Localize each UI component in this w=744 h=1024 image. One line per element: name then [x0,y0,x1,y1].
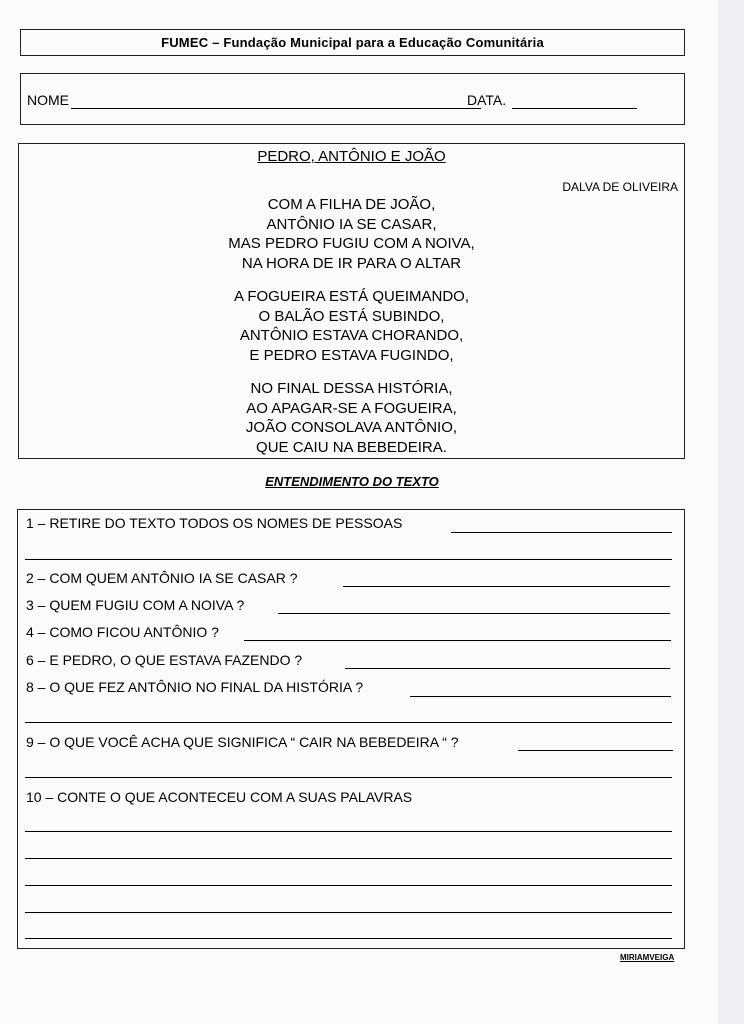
name-date-box [20,73,685,125]
questions-box [17,509,685,949]
answer-line[interactable] [25,831,672,832]
date-field-line[interactable] [512,108,637,109]
poem-line: A FOGUEIRA ESTÁ QUEIMANDO, [233,288,470,305]
poem-line: E PEDRO ESTAVA FUGINDO, [249,346,454,364]
poem-author: DALVA DE OLIVEIRA [562,180,678,194]
poem-line: ANTÔNIO IA SE CASAR, [266,215,437,233]
answer-line[interactable] [518,750,673,751]
answer-line[interactable] [25,858,672,859]
question-10: 10 – CONTE O QUE ACONTECEU COM A SUAS PALAVRAS [26,789,413,805]
header-box [20,29,685,56]
poem-line: COM A FILHA DE JOÃO, [267,196,436,213]
answer-line[interactable] [25,912,672,913]
answer-line[interactable] [410,696,671,697]
stanza-2 [19,287,684,365]
poem-line: QUE CAIU NA BEBEDEIRA. [256,438,447,456]
stanza-3 [19,379,684,457]
date-label: DATA. [467,92,507,108]
answer-line[interactable] [25,777,672,778]
question-2: 2 – COM QUEM ANTÔNIO IA SE CASAR ? [26,570,298,586]
poem-line: NO FINAL DESSA HISTÓRIA, [250,380,453,397]
poem-title: PEDRO, ANTÔNIO E JOÃO [257,148,446,165]
poem-line: MAS PEDRO FUGIU COM A NOIVA, [228,235,475,252]
answer-line[interactable] [25,885,672,886]
name-label: NOME [27,92,69,108]
question-8: 8 – O QUE FEZ ANTÔNIO NO FINAL DA HISTÓRIA ? [26,679,364,695]
poem-box [18,143,685,459]
poem-line: NA HORA DE IR PARA O ALTAR [241,254,462,272]
poem-line: O BALÃO ESTÁ SUBINDO, [258,307,445,325]
section-title: ENTENDIMENTO DO TEXTO [265,474,439,489]
answer-line[interactable] [25,938,672,939]
answer-line[interactable] [244,640,671,641]
question-1: 1 – RETIRE DO TEXTO TODOS OS NOMES DE PESSOAS [26,515,403,531]
poem-line: ANTÔNIO ESTAVA CHORANDO, [239,327,464,344]
question-4: 4 – COMO FICOU ANTÔNIO ? [26,624,219,640]
author-credit: MIRIAMVEIGA [620,953,675,962]
scan-edge [718,0,744,1024]
answer-line[interactable] [345,668,670,669]
question-9: 9 – O QUE VOCÊ ACHA QUE SIGNIFICA “ CAIR NA BEBEDEIRA “ ? [26,734,459,750]
name-field-line[interactable] [71,108,481,109]
poem-line: JOÃO CONSOLAVA ANTÔNIO, [245,419,458,436]
question-6: 6 – E PEDRO, O QUE ESTAVA FAZENDO ? [26,652,303,668]
answer-line[interactable] [25,722,672,723]
stanza-1 [19,195,684,273]
question-3: 3 – QUEM FUGIU COM A NOIVA ? [26,597,245,613]
answer-line[interactable] [278,613,670,614]
institution-title: FUMEC – Fundação Municipal para a Educação Comunitária [161,35,544,50]
answer-line[interactable] [343,586,670,587]
answer-line[interactable] [451,532,672,533]
answer-line[interactable] [25,559,672,560]
poem-line: AO APAGAR-SE A FOGUEIRA, [246,399,457,417]
